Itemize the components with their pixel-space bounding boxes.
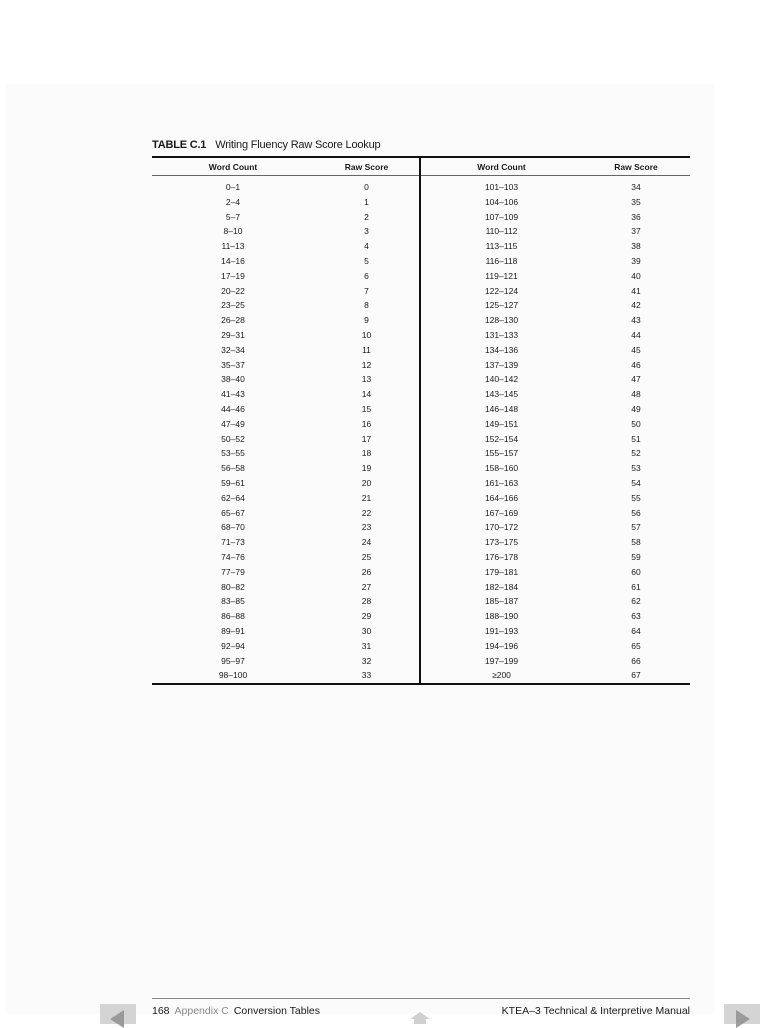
table-row (152, 580, 690, 595)
raw-score-right-cell: 63 (631, 611, 641, 622)
word-count-left-cell: 56–58 (221, 463, 245, 474)
word-count-right-cell: 110–112 (485, 226, 518, 237)
raw-score-right-cell: 62 (631, 596, 641, 607)
raw-score-right-cell: 34 (631, 182, 641, 192)
raw-score-right-cell: 36 (631, 211, 641, 222)
table-row (152, 506, 690, 521)
raw-score-right-cell: 61 (631, 581, 641, 592)
raw-score-left-cell: 29 (314, 609, 420, 624)
table-row (152, 550, 690, 565)
raw-score-right-cell: 38 (631, 241, 641, 252)
footer-rule (152, 998, 690, 999)
word-count-left-cell: 77–79 (221, 566, 245, 577)
table-row (152, 535, 690, 550)
left-arrow-icon (110, 1010, 124, 1028)
raw-score-right-cell: 53 (631, 463, 641, 474)
word-count-right-cell: 164–166 (484, 492, 519, 503)
word-count-right-cell: 158–160 (484, 463, 519, 474)
word-count-left-cell: 32–34 (221, 344, 245, 355)
raw-score-left-cell: 28 (314, 594, 420, 609)
raw-score-left-cell: 16 (314, 417, 420, 432)
table-title: Writing Fluency Raw Score Lookup (215, 139, 381, 151)
raw-score-left-cell: 14 (314, 387, 420, 402)
raw-score-left-cell: 2 (314, 210, 420, 225)
word-count-right-cell: 152–154 (484, 433, 519, 444)
word-count-left-cell: 2–4 (225, 196, 241, 207)
raw-score-left-cell: 19 (314, 461, 420, 476)
table-row (152, 343, 690, 358)
word-count-right-cell: 101–103 (484, 182, 519, 192)
raw-score-right-cell: 41 (631, 285, 641, 296)
table-row (152, 387, 690, 402)
word-count-right-cell: 146–148 (484, 403, 519, 414)
word-count-left-cell: 11–13 (221, 241, 245, 252)
word-count-left-cell: 74–76 (221, 551, 245, 562)
header-raw-score-right: Raw Score (582, 157, 690, 176)
word-count-right-cell: 173–175 (484, 537, 519, 548)
raw-score-right-cell: 42 (631, 300, 641, 311)
table-row (152, 402, 690, 417)
table-row (152, 461, 690, 476)
raw-score-left-cell: 4 (314, 239, 420, 254)
word-count-left-cell: 38–40 (221, 374, 245, 385)
table-row (152, 372, 690, 387)
table-row (152, 624, 690, 639)
table-row (152, 565, 690, 580)
right-arrow-icon (736, 1010, 750, 1028)
section-label: Conversion Tables (233, 1005, 321, 1017)
word-count-right-cell: 170–172 (484, 522, 519, 533)
raw-score-left-cell: 8 (314, 298, 420, 313)
word-count-left-cell: 44–46 (221, 403, 245, 414)
table-row (152, 313, 690, 328)
word-count-left-cell: 0–1 (225, 182, 241, 192)
raw-score-right-cell: 54 (631, 477, 641, 488)
appendix-label: Appendix C (174, 1005, 229, 1017)
header-word-count-right: Word Count (420, 157, 582, 176)
word-count-right-cell: 197–199 (484, 655, 519, 666)
raw-score-right-cell: 65 (631, 640, 641, 651)
raw-score-right-cell: 64 (631, 625, 641, 636)
word-count-right-cell: 176–178 (484, 551, 519, 562)
table-row (152, 224, 690, 239)
header-word-count-left: Word Count (152, 157, 314, 176)
raw-score-right-cell: 39 (631, 255, 641, 266)
raw-score-left-cell: 10 (314, 328, 420, 343)
word-count-right-cell: 125–127 (484, 300, 519, 311)
table-row (152, 210, 690, 225)
raw-score-left-cell: 31 (314, 639, 420, 654)
table-row (152, 358, 690, 373)
raw-score-left-cell: 13 (314, 372, 420, 387)
table-row (152, 417, 690, 432)
raw-score-left-cell: 6 (314, 269, 420, 284)
word-count-right-cell: ≥200 (492, 670, 511, 681)
table-row (152, 654, 690, 669)
raw-score-left-cell: 17 (314, 432, 420, 447)
table-row (152, 239, 690, 254)
table-row (152, 328, 690, 343)
table-row (152, 639, 690, 654)
word-count-left-cell: 29–31 (221, 329, 245, 340)
word-count-left-cell: 98–100 (218, 670, 248, 681)
word-count-left-cell: 23–25 (221, 300, 245, 311)
raw-score-left-cell: 23 (314, 520, 420, 535)
raw-score-right-cell: 40 (631, 270, 641, 281)
word-count-left-cell: 80–82 (221, 581, 245, 592)
raw-score-right-cell: 58 (631, 537, 641, 548)
table-row (152, 284, 690, 299)
raw-score-right-cell: 67 (631, 670, 641, 681)
raw-score-left-cell: 7 (314, 284, 420, 299)
word-count-left-cell: 59–61 (221, 477, 245, 488)
page-number: 168 (152, 1005, 170, 1017)
raw-score-left-cell: 3 (314, 224, 420, 239)
home-icon-base (414, 1019, 426, 1024)
raw-score-left-cell: 20 (314, 476, 420, 491)
raw-score-left-cell: 9 (314, 313, 420, 328)
raw-score-left-cell: 24 (314, 535, 420, 550)
word-count-left-cell: 50–52 (221, 433, 245, 444)
word-count-right-cell: 182–184 (484, 581, 519, 592)
raw-score-right-cell: 55 (631, 492, 641, 503)
word-count-left-cell: 92–94 (221, 640, 245, 651)
table-row (152, 180, 690, 195)
raw-score-left-cell: 5 (314, 254, 420, 269)
word-count-right-cell: 140–142 (484, 374, 519, 385)
table-row (152, 520, 690, 535)
raw-score-left-cell: 0 (314, 180, 420, 195)
raw-score-left-cell: 18 (314, 446, 420, 461)
raw-score-left-cell: 25 (314, 550, 420, 565)
raw-score-right-cell: 52 (631, 448, 641, 459)
lookup-table-container (152, 156, 690, 685)
word-count-left-cell: 5–7 (225, 211, 241, 222)
word-count-right-cell: 137–139 (484, 359, 519, 370)
raw-score-right-cell: 50 (631, 418, 641, 429)
raw-score-right-cell: 47 (631, 374, 641, 385)
word-count-right-cell: 131–133 (484, 329, 519, 340)
raw-score-right-cell: 43 (631, 315, 641, 326)
table-id: TABLE C.1 (152, 139, 207, 151)
raw-score-right-cell: 37 (631, 226, 641, 237)
table-header-row (152, 157, 690, 176)
raw-score-left-cell: 11 (314, 343, 420, 358)
word-count-left-cell: 14–16 (221, 255, 245, 266)
word-count-left-cell: 65–67 (221, 507, 245, 518)
word-count-right-cell: 107–109 (484, 211, 519, 222)
raw-score-left-cell: 33 (314, 668, 420, 684)
word-count-left-cell: 71–73 (221, 537, 245, 548)
raw-score-right-cell: 60 (631, 566, 641, 577)
word-count-right-cell: 134–136 (484, 344, 519, 355)
word-count-right-cell: 119–121 (485, 270, 518, 281)
raw-score-right-cell: 49 (631, 403, 641, 414)
home-button[interactable] (409, 1012, 431, 1024)
table-row (152, 298, 690, 313)
word-count-left-cell: 53–55 (221, 448, 245, 459)
word-count-left-cell: 8–10 (223, 226, 243, 237)
table-caption (152, 139, 380, 151)
raw-score-left-cell: 12 (314, 358, 420, 373)
raw-score-right-cell: 46 (631, 359, 641, 370)
raw-score-left-cell: 21 (314, 491, 420, 506)
raw-score-right-cell: 48 (631, 389, 641, 400)
word-count-left-cell: 86–88 (221, 611, 245, 622)
word-count-left-cell: 41–43 (221, 389, 245, 400)
previous-page-button[interactable] (100, 1004, 136, 1024)
word-count-right-cell: 155–157 (484, 448, 519, 459)
raw-score-right-cell: 45 (631, 344, 641, 355)
table-row (152, 269, 690, 284)
raw-score-lookup-table (152, 156, 690, 685)
word-count-left-cell: 47–49 (221, 418, 245, 429)
word-count-right-cell: 194–196 (484, 640, 519, 651)
word-count-right-cell: 191–193 (484, 625, 519, 636)
header-raw-score-left: Raw Score (314, 157, 420, 176)
manual-title: KTEA–3 Technical & Interpretive Manual (501, 1005, 690, 1017)
table-row (152, 476, 690, 491)
word-count-right-cell: 149–151 (484, 418, 519, 429)
home-icon (410, 1012, 430, 1019)
word-count-left-cell: 62–64 (221, 492, 245, 503)
word-count-right-cell: 128–130 (484, 315, 519, 326)
word-count-right-cell: 122–124 (484, 285, 519, 296)
raw-score-right-cell: 59 (631, 551, 641, 562)
word-count-left-cell: 26–28 (221, 315, 245, 326)
word-count-right-cell: 113–115 (485, 241, 518, 252)
raw-score-left-cell: 15 (314, 402, 420, 417)
word-count-right-cell: 188–190 (484, 611, 519, 622)
raw-score-right-cell: 44 (631, 329, 641, 340)
table-body (152, 176, 690, 685)
table-row (152, 446, 690, 461)
raw-score-left-cell: 32 (314, 654, 420, 669)
word-count-right-cell: 167–169 (484, 507, 519, 518)
table-row (152, 432, 690, 447)
raw-score-right-cell: 56 (631, 507, 641, 518)
word-count-right-cell: 116–118 (485, 255, 518, 266)
word-count-left-cell: 35–37 (221, 359, 245, 370)
raw-score-right-cell: 57 (631, 522, 641, 533)
word-count-left-cell: 89–91 (221, 625, 245, 636)
word-count-left-cell: 20–22 (221, 285, 245, 296)
raw-score-left-cell: 27 (314, 580, 420, 595)
table-row (152, 491, 690, 506)
raw-score-right-cell: 51 (631, 433, 641, 444)
table-row (152, 195, 690, 210)
table-row (152, 254, 690, 269)
raw-score-left-cell: 30 (314, 624, 420, 639)
word-count-left-cell: 95–97 (221, 655, 245, 666)
raw-score-right-cell: 35 (631, 196, 641, 207)
next-page-button[interactable] (724, 1004, 760, 1024)
raw-score-right-cell: 66 (631, 655, 641, 666)
table-row (152, 668, 690, 684)
word-count-right-cell: 179–181 (484, 566, 519, 577)
word-count-left-cell: 68–70 (221, 522, 245, 533)
word-count-left-cell: 83–85 (221, 596, 245, 607)
raw-score-left-cell: 1 (314, 195, 420, 210)
word-count-left-cell: 17–19 (221, 270, 245, 281)
word-count-right-cell: 104–106 (484, 196, 519, 207)
raw-score-left-cell: 26 (314, 565, 420, 580)
raw-score-left-cell: 22 (314, 506, 420, 521)
word-count-right-cell: 185–187 (484, 596, 519, 607)
table-row (152, 609, 690, 624)
word-count-right-cell: 161–163 (484, 477, 519, 488)
word-count-right-cell: 143–145 (484, 389, 519, 400)
table-row (152, 594, 690, 609)
